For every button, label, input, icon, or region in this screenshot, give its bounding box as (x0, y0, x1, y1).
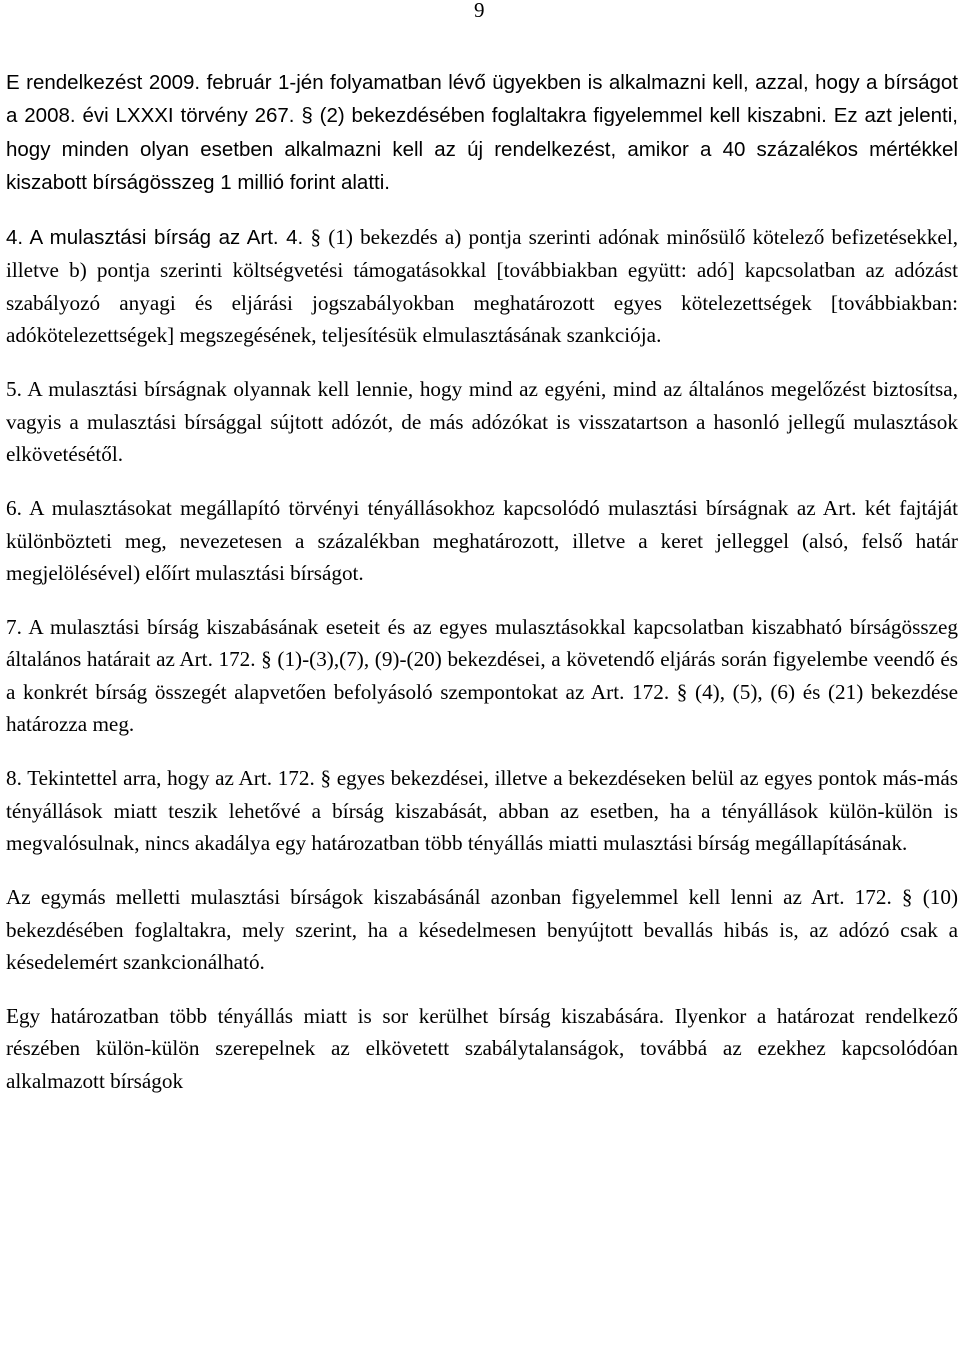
page-number: 9 (474, 0, 485, 22)
document-body (6, 66, 958, 1119)
paragraph-5-text: 5. A mulasztási bírságnak olyannak kell lennie, hogy mind az egyéni, mind az általános megelőzést biztosítsa, vagyis a mulasztási bírsággal sújtott adózót, de más adózókat is visszatartson a hasonló jellegű mulasztások elkövetésétől. (6, 377, 958, 466)
paragraph-1-text: E rendelkezést 2009. február 1-jén folyamatban lévő ügyekben is alkalmazni kell, azzal, hogy a bírságot a 2008. évi LXXXI törvény 267. § (2) bekezdésében foglaltakra figyelemmel kell kiszabni. Ez azt jelenti, hogy minden olyan esetben alkalmazni kell az új rendelkezést, amikor a 40 százalékos mértékkel kiszabott bírságösszeg 1 millió forint alatti. (6, 71, 958, 194)
paragraph-6 (6, 492, 958, 589)
paragraph-7 (6, 611, 958, 740)
paragraph-final (6, 1000, 958, 1097)
paragraph-8-cont-text: Az egymás melletti mulasztási bírságok kiszabásánál azonban figyelemmel kell lenni az Art. 172. § (10) bekezdésében foglaltakra, mely szerint, ha a késedelmesen benyújtott bevallás hibás is, az adózó csak a késedelemért szankcionálható. (6, 885, 958, 974)
paragraph-final-text: Egy határozatban több tényállás miatt is sor kerülhet bírság kiszabására. Ilyenkor a határozat rendelkező részében külön-külön szerepelnek az elkövetett szabálytalanságok, továbbá az ezekhez kapcsolódóan alkalmazott bírságok (6, 1004, 958, 1093)
paragraph-6-text: 6. A mulasztásokat megállapító törvényi tényállásokhoz kapcsolódó mulasztási bírságnak az Art. két fajtáját különbözteti meg, nevezetesen a százalékban meghatározott, illetve a keret jelleggel (alsó, felső határ megjelölésével) előírt mulasztási bírságot. (6, 496, 958, 585)
paragraph-5 (6, 373, 958, 470)
paragraph-8 (6, 762, 958, 859)
paragraph-4-heading: 4. A mulasztási bírság az Art. 4. (6, 226, 304, 250)
paragraph-4-text: § (1) bekezdés a) pontja szerinti adónak minősülő kötelező befizetésekkel, illetve b) pontja szerinti költségvetési támogatásokkal [továbbiakban együtt: adó] kapcsolatban az adózást szabályozó anyagi és eljárási jogszabályokban meghatározott egyes kötelezettségek [továbbiakban: adókötelezettségek] megszegésének, teljesítésük elmulasztásának szankciója. (6, 225, 959, 348)
paragraph-8-cont (6, 881, 958, 978)
paragraph-4 (6, 221, 958, 351)
paragraph-7-text: 7. A mulasztási bírság kiszabásának eseteit és az egyes mulasztásokkal kapcsolatban kiszabható bírságösszeg általános határait az Art. 172. § (1)-(3),(7), (9)-(20) bekezdései, a követendő eljárás során figyelembe veendő és a konkrét bírság összegét alapvetően befolyásoló szempontokat az Art. 172. § (4), (5), (6) és (21) bekezdése határozza meg. (6, 615, 958, 737)
paragraph-1 (6, 66, 958, 199)
paragraph-8-text: 8. Tekintettel arra, hogy az Art. 172. § egyes bekezdései, illetve a bekezdéseken belül az egyes pontok más-más tényállások miatt teszik lehetővé a bírság kiszabását, abban az esetben, ha a tényállások külön-külön is megvalósulnak, nincs akadálya egy határozatban több tényállás miatti mulasztási bírság megállapításának. (6, 766, 958, 855)
